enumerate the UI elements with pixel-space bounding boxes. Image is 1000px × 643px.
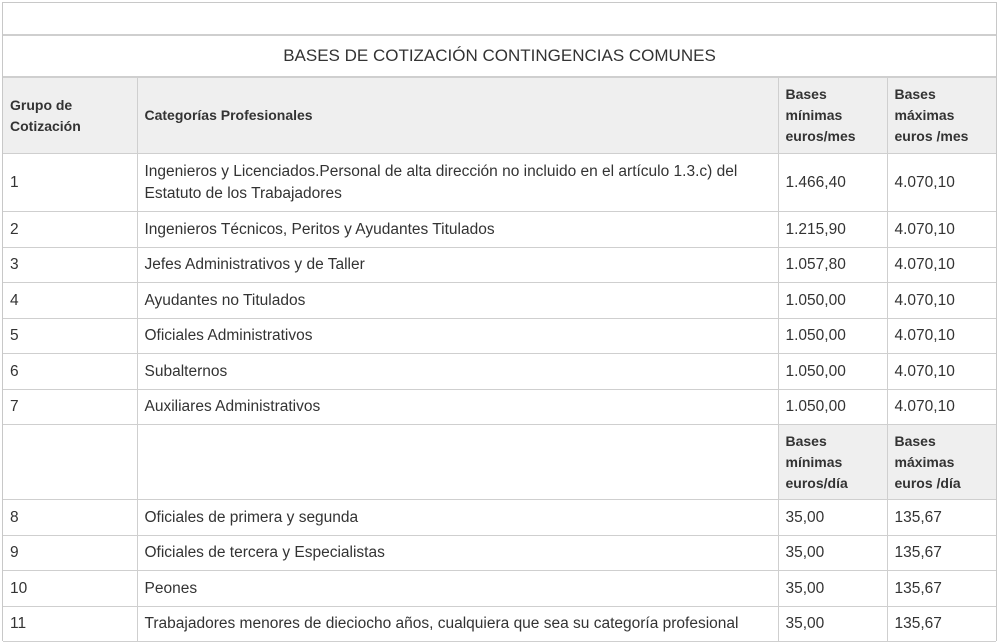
subheader-min-day-line3: euros/día <box>785 474 848 491</box>
max-cell: 4.070,10 <box>887 248 996 283</box>
group-cell: 5 <box>3 319 137 354</box>
header-max-month-line3: euros /mes <box>894 128 969 144</box>
table-title: BASES DE COTIZACIÓN CONTINGENCIAS COMUNES <box>3 36 996 77</box>
min-cell: 1.057,80 <box>778 248 887 283</box>
max-cell: 135,67 <box>887 607 996 642</box>
group-cell: 3 <box>3 248 137 283</box>
header-min-month-line3: euros/mes <box>785 128 856 144</box>
min-cell: 1.050,00 <box>778 319 887 354</box>
min-cell: 35,00 <box>778 500 887 536</box>
group-cell: 11 <box>3 607 137 642</box>
daily-subheader-row <box>3 425 996 500</box>
subheader-min-day <box>778 425 887 500</box>
header-min-month-line2: mínimas <box>785 107 843 123</box>
max-cell: 4.070,10 <box>887 354 996 390</box>
category-cell: Oficiales Administrativos <box>137 319 778 354</box>
subheader-min-day-line1: Bases <box>785 432 827 449</box>
max-cell: 135,67 <box>887 571 996 607</box>
category-cell: Trabajadores menores de dieciocho años, cualquiera que sea su categoría profesional <box>137 607 778 642</box>
max-cell: 4.070,10 <box>887 283 996 319</box>
table-row <box>3 283 996 319</box>
min-cell: 1.050,00 <box>778 354 887 390</box>
category-cell: Peones <box>137 571 778 607</box>
header-min-month <box>778 78 887 154</box>
category-cell: Ingenieros Técnicos, Peritos y Ayudantes Titulados <box>137 212 778 248</box>
contribution-bases-table-frame <box>2 2 997 641</box>
group-cell: 8 <box>3 500 137 536</box>
max-cell: 4.070,10 <box>887 212 996 248</box>
subheader-max-day-line3: euros /día <box>894 474 961 491</box>
table-row <box>3 500 996 536</box>
category-cell: Ingenieros y Licenciados.Personal de alta dirección no incluido en el artículo 1.3.c) del Estatuto de los Trabajadores <box>137 154 778 212</box>
header-category: Categorías Profesionales <box>137 78 778 154</box>
header-min-month-line1: Bases <box>785 86 827 102</box>
min-cell: 1.466,40 <box>778 154 887 212</box>
group-cell: 7 <box>3 390 137 425</box>
header-group-line2: Cotización <box>10 117 81 134</box>
min-cell: 1.050,00 <box>778 283 887 319</box>
subheader-min-day-line2: mínimas <box>785 453 843 470</box>
max-cell: 4.070,10 <box>887 319 996 354</box>
min-cell: 1.050,00 <box>778 390 887 425</box>
header-row <box>3 78 996 154</box>
subheader-empty-category <box>137 425 778 500</box>
category-cell: Auxiliares Administrativos <box>137 390 778 425</box>
max-cell: 135,67 <box>887 536 996 571</box>
min-cell: 35,00 <box>778 607 887 642</box>
min-cell: 35,00 <box>778 536 887 571</box>
max-cell: 4.070,10 <box>887 390 996 425</box>
category-cell: Subalternos <box>137 354 778 390</box>
group-cell: 10 <box>3 571 137 607</box>
category-cell: Oficiales de tercera y Especialistas <box>137 536 778 571</box>
min-cell: 1.215,90 <box>778 212 887 248</box>
header-max-month-line1: Bases <box>894 86 936 102</box>
table-row <box>3 248 996 283</box>
table-row <box>3 571 996 607</box>
table-row <box>3 212 996 248</box>
group-cell: 9 <box>3 536 137 571</box>
group-cell: 6 <box>3 354 137 390</box>
contribution-bases-table <box>3 77 996 642</box>
table-row <box>3 319 996 354</box>
table-row <box>3 607 996 642</box>
category-cell: Oficiales de primera y segunda <box>137 500 778 536</box>
header-max-month <box>887 78 996 154</box>
max-cell: 4.070,10 <box>887 154 996 212</box>
max-cell: 135,67 <box>887 500 996 536</box>
group-cell: 1 <box>3 154 137 212</box>
category-cell: Ayudantes no Titulados <box>137 283 778 319</box>
group-cell: 2 <box>3 212 137 248</box>
table-body <box>3 78 996 642</box>
table-row <box>3 354 996 390</box>
table-row <box>3 154 996 212</box>
subheader-empty-group <box>3 425 137 500</box>
min-cell: 35,00 <box>778 571 887 607</box>
header-max-month-line2: máximas <box>894 107 955 123</box>
subheader-max-day <box>887 425 996 500</box>
subheader-max-day-line2: máximas <box>894 453 955 470</box>
table-row <box>3 536 996 571</box>
header-group <box>3 78 137 154</box>
table-row <box>3 390 996 425</box>
category-cell: Jefes Administrativos y de Taller <box>137 248 778 283</box>
subheader-max-day-line1: Bases <box>894 432 936 449</box>
group-cell: 4 <box>3 283 137 319</box>
header-group-line1: Grupo de <box>10 96 73 113</box>
blank-top-row <box>3 3 996 36</box>
